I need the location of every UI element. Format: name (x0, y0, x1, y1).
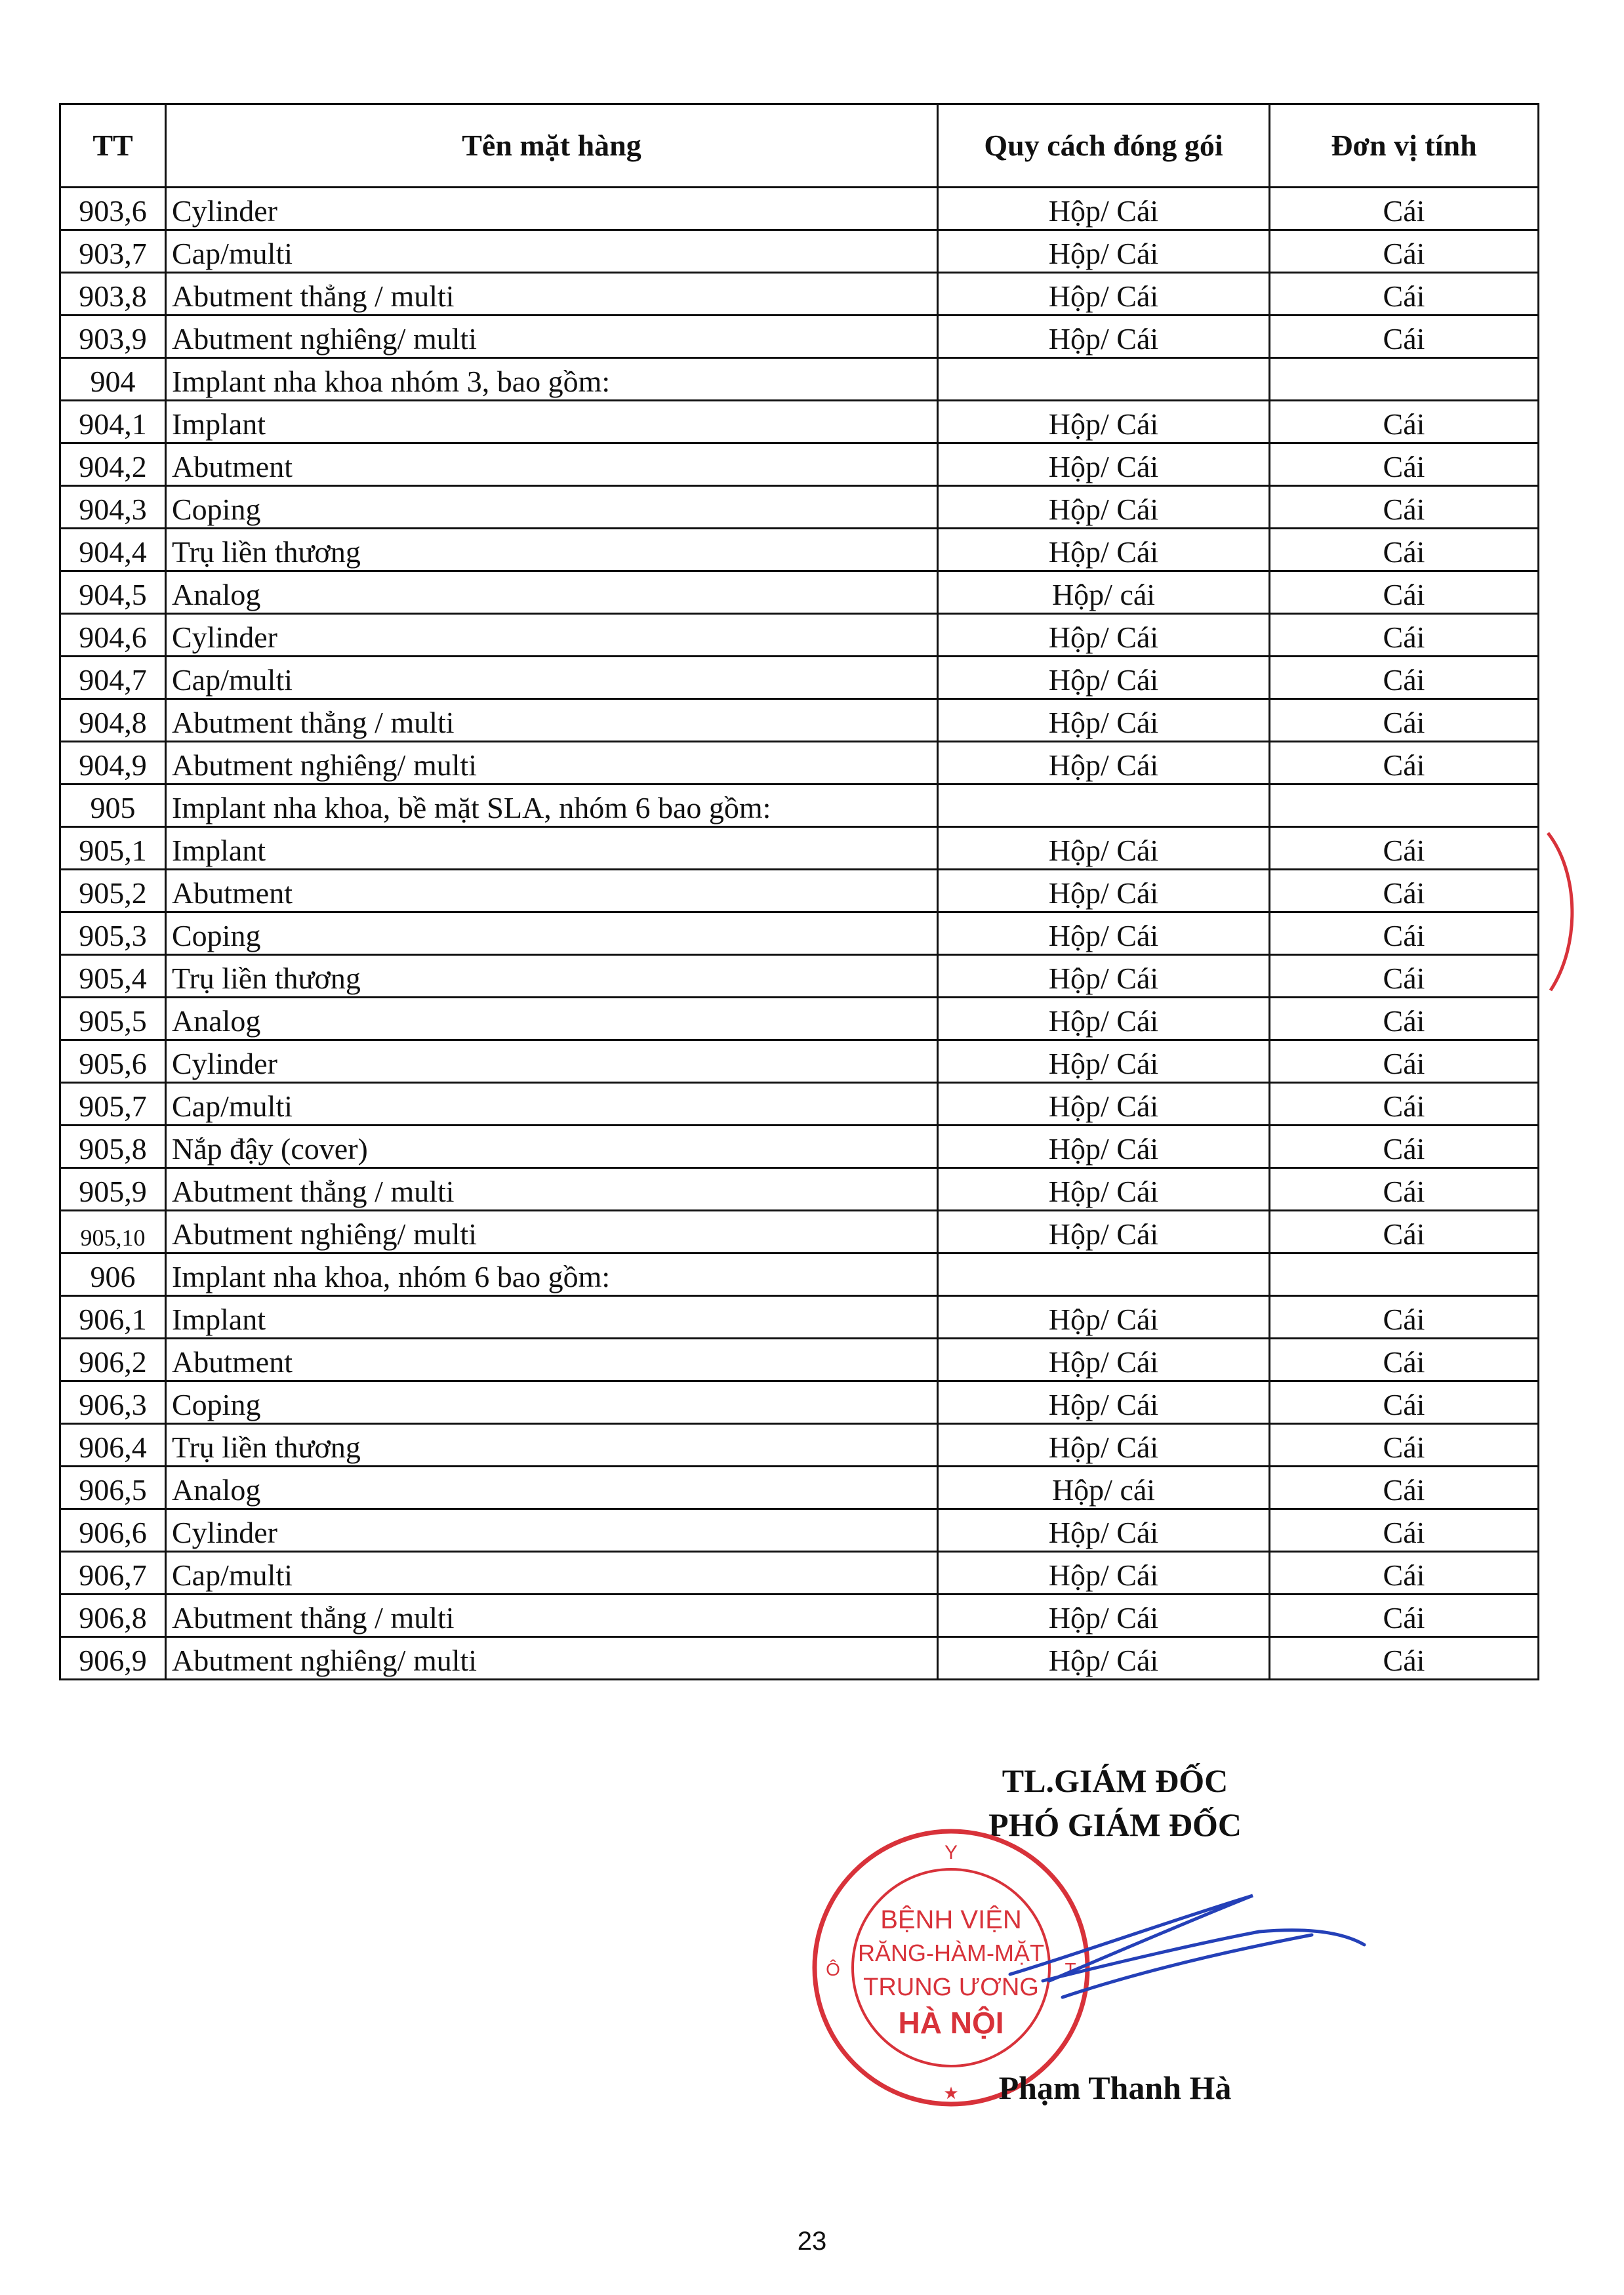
table-row (60, 1126, 1539, 1168)
row-tt: 906,7 (60, 1552, 166, 1594)
row-tt: 904,1 (60, 401, 166, 443)
row-unit: Cái (1270, 827, 1539, 870)
row-packaging: Hộp/ Cái (938, 1339, 1270, 1381)
row-unit (1270, 784, 1539, 827)
row-packaging: Hộp/ Cái (938, 1040, 1270, 1083)
table-row (60, 1424, 1539, 1467)
row-tt: 905,2 (60, 870, 166, 912)
table-row (60, 657, 1539, 699)
row-unit: Cái (1270, 998, 1539, 1040)
row-packaging: Hộp/ Cái (938, 273, 1270, 315)
row-unit: Cái (1270, 571, 1539, 614)
row-unit (1270, 358, 1539, 401)
signature-title: TL.GIÁM ĐỐC (1002, 1762, 1228, 1799)
row-unit: Cái (1270, 657, 1539, 699)
row-unit (1270, 1253, 1539, 1296)
row-item-name: Abutment (166, 870, 938, 912)
row-unit: Cái (1270, 1509, 1539, 1552)
signer-name: Phạm Thanh Hà (998, 2069, 1232, 2106)
row-item-name: Analog (166, 1467, 938, 1509)
row-unit: Cái (1270, 1211, 1539, 1253)
row-packaging: Hộp/ cái (938, 1467, 1270, 1509)
row-packaging: Hộp/ Cái (938, 529, 1270, 571)
table-row (60, 1083, 1539, 1126)
row-unit: Cái (1270, 1040, 1539, 1083)
row-tt: 906,1 (60, 1296, 166, 1339)
table-row (60, 784, 1539, 827)
row-tt: 903,6 (60, 188, 166, 230)
row-unit: Cái (1270, 955, 1539, 998)
row-item-name: Abutment nghiêng/ multi (166, 1637, 938, 1680)
row-tt: 905 (60, 784, 166, 827)
row-item-name: Trụ liền thương (166, 955, 938, 998)
row-unit: Cái (1270, 1467, 1539, 1509)
table-row (60, 912, 1539, 955)
table-row (60, 401, 1539, 443)
header-unit: Đơn vị tính (1270, 104, 1539, 188)
row-item-name: Abutment (166, 443, 938, 486)
table-row (60, 742, 1539, 784)
row-packaging: Hộp/ Cái (938, 1083, 1270, 1126)
row-packaging: Hộp/ Cái (938, 230, 1270, 273)
row-item-name: Implant (166, 401, 938, 443)
row-packaging: Hộp/ Cái (938, 998, 1270, 1040)
row-unit: Cái (1270, 1296, 1539, 1339)
row-packaging: Hộp/ Cái (938, 1296, 1270, 1339)
row-tt: 906,4 (60, 1424, 166, 1467)
row-item-name: Trụ liền thương (166, 529, 938, 571)
row-packaging: Hộp/ Cái (938, 827, 1270, 870)
row-item-name: Implant nha khoa, nhóm 6 bao gồm: (166, 1253, 938, 1296)
row-item-name: Abutment nghiêng/ multi (166, 315, 938, 358)
row-item-name: Abutment thẳng / multi (166, 1594, 938, 1637)
row-packaging: Hộp/ Cái (938, 188, 1270, 230)
row-unit: Cái (1270, 1168, 1539, 1211)
row-tt: 904,7 (60, 657, 166, 699)
row-unit: Cái (1270, 1126, 1539, 1168)
row-item-name: Abutment thẳng / multi (166, 273, 938, 315)
row-item-name: Abutment thẳng / multi (166, 1168, 938, 1211)
table-row (60, 1594, 1539, 1637)
row-tt: 906,2 (60, 1339, 166, 1381)
row-tt: 904,8 (60, 699, 166, 742)
row-packaging: Hộp/ cái (938, 571, 1270, 614)
row-unit: Cái (1270, 1381, 1539, 1424)
row-tt: 904,4 (60, 529, 166, 571)
row-item-name: Coping (166, 912, 938, 955)
row-item-name: Cylinder (166, 1040, 938, 1083)
row-tt: 903,7 (60, 230, 166, 273)
row-unit: Cái (1270, 315, 1539, 358)
row-packaging: Hộp/ Cái (938, 1211, 1270, 1253)
row-packaging: Hộp/ Cái (938, 1381, 1270, 1424)
svg-text:★: ★ (943, 2083, 959, 2103)
row-packaging: Hộp/ Cái (938, 486, 1270, 529)
handwritten-signature (971, 1882, 1377, 2014)
row-unit: Cái (1270, 1552, 1539, 1594)
table-row (60, 870, 1539, 912)
row-unit: Cái (1270, 699, 1539, 742)
row-unit: Cái (1270, 230, 1539, 273)
svg-text:Y: Y (944, 1842, 958, 1863)
row-unit: Cái (1270, 1339, 1539, 1381)
row-unit: Cái (1270, 273, 1539, 315)
row-tt: 905,6 (60, 1040, 166, 1083)
svg-text:T: T (1065, 1959, 1076, 1980)
row-tt: 904,9 (60, 742, 166, 784)
row-packaging: Hộp/ Cái (938, 912, 1270, 955)
table-row (60, 273, 1539, 315)
row-item-name: Trụ liền thương (166, 1424, 938, 1467)
row-unit: Cái (1270, 742, 1539, 784)
row-packaging: Hộp/ Cái (938, 955, 1270, 998)
svg-text:RĂNG-HÀM-MẶT: RĂNG-HÀM-MẶT (858, 1940, 1044, 1966)
row-unit: Cái (1270, 912, 1539, 955)
table-row (60, 529, 1539, 571)
row-tt: 906,5 (60, 1467, 166, 1509)
row-packaging: Hộp/ Cái (938, 1168, 1270, 1211)
row-item-name: Coping (166, 486, 938, 529)
table-row (60, 1381, 1539, 1424)
row-item-name: Analog (166, 571, 938, 614)
row-unit: Cái (1270, 614, 1539, 657)
row-unit: Cái (1270, 401, 1539, 443)
row-unit: Cái (1270, 529, 1539, 571)
row-tt: 905,7 (60, 1083, 166, 1126)
row-item-name: Nắp đậy (cover) (166, 1126, 938, 1168)
table-row (60, 1552, 1539, 1594)
header-packaging: Quy cách đóng gói (938, 104, 1270, 188)
row-packaging: Hộp/ Cái (938, 1509, 1270, 1552)
row-unit: Cái (1270, 1594, 1539, 1637)
row-tt: 904,2 (60, 443, 166, 486)
row-item-name: Abutment (166, 1339, 938, 1381)
row-packaging: Hộp/ Cái (938, 1594, 1270, 1637)
table-row (60, 1467, 1539, 1509)
row-tt: 905,3 (60, 912, 166, 955)
row-tt: 906 (60, 1253, 166, 1296)
row-packaging (938, 358, 1270, 401)
row-unit: Cái (1270, 443, 1539, 486)
table-row (60, 358, 1539, 401)
row-item-name: Abutment nghiêng/ multi (166, 1211, 938, 1253)
row-tt: 904,5 (60, 571, 166, 614)
header-tt: TT (60, 104, 166, 188)
row-unit: Cái (1270, 188, 1539, 230)
table-row (60, 1168, 1539, 1211)
row-item-name: Analog (166, 998, 938, 1040)
row-item-name: Cap/multi (166, 230, 938, 273)
row-tt: 903,9 (60, 315, 166, 358)
row-tt: 905,5 (60, 998, 166, 1040)
table-row (60, 827, 1539, 870)
row-packaging: Hộp/ Cái (938, 699, 1270, 742)
row-unit: Cái (1270, 870, 1539, 912)
row-tt: 905,1 (60, 827, 166, 870)
row-item-name: Implant (166, 827, 938, 870)
row-packaging (938, 784, 1270, 827)
table-row (60, 998, 1539, 1040)
row-unit: Cái (1270, 486, 1539, 529)
row-item-name: Cap/multi (166, 1552, 938, 1594)
row-tt: 906,8 (60, 1594, 166, 1637)
table-row (60, 1296, 1539, 1339)
page-number: 23 (797, 2227, 827, 2256)
header-item-name: Tên mặt hàng (166, 104, 938, 188)
row-tt: 905,4 (60, 955, 166, 998)
row-tt: 906,9 (60, 1637, 166, 1680)
row-packaging: Hộp/ Cái (938, 870, 1270, 912)
row-item-name: Cylinder (166, 1509, 938, 1552)
table-row (60, 699, 1539, 742)
row-unit: Cái (1270, 1424, 1539, 1467)
row-tt: 906,3 (60, 1381, 166, 1424)
row-packaging: Hộp/ Cái (938, 443, 1270, 486)
row-tt: 903,8 (60, 273, 166, 315)
table-row (60, 188, 1539, 230)
row-item-name: Coping (166, 1381, 938, 1424)
row-item-name: Implant nha khoa nhóm 3, bao gồm: (166, 358, 938, 401)
row-item-name: Cap/multi (166, 657, 938, 699)
row-packaging: Hộp/ Cái (938, 614, 1270, 657)
table-row (60, 955, 1539, 998)
table-row (60, 230, 1539, 273)
row-item-name: Cap/multi (166, 1083, 938, 1126)
table-row (60, 1339, 1539, 1381)
table-body (60, 188, 1539, 1680)
svg-text:HÀ NỘI: HÀ NỘI (898, 2006, 1004, 2040)
row-packaging: Hộp/ Cái (938, 1126, 1270, 1168)
row-tt: 905,8 (60, 1126, 166, 1168)
svg-text:BỆNH VIỆN: BỆNH VIỆN (880, 1905, 1022, 1934)
row-tt: 905,10 (60, 1211, 166, 1253)
table-row (60, 315, 1539, 358)
table-row (60, 571, 1539, 614)
row-packaging: Hộp/ Cái (938, 742, 1270, 784)
row-item-name: Abutment nghiêng/ multi (166, 742, 938, 784)
table-row (60, 1637, 1539, 1680)
table-row (60, 1040, 1539, 1083)
table-row (60, 443, 1539, 486)
row-item-name: Cylinder (166, 188, 938, 230)
row-unit: Cái (1270, 1637, 1539, 1680)
row-packaging: Hộp/ Cái (938, 1637, 1270, 1680)
row-packaging: Hộp/ Cái (938, 315, 1270, 358)
row-unit: Cái (1270, 1083, 1539, 1126)
row-packaging: Hộp/ Cái (938, 657, 1270, 699)
row-tt: 904 (60, 358, 166, 401)
table-row (60, 486, 1539, 529)
row-packaging: Hộp/ Cái (938, 1424, 1270, 1467)
row-packaging: Hộp/ Cái (938, 401, 1270, 443)
row-packaging: Hộp/ Cái (938, 1552, 1270, 1594)
row-item-name: Implant nha khoa, bề mặt SLA, nhóm 6 bao gồm: (166, 784, 938, 827)
row-packaging (938, 1253, 1270, 1296)
table-header-row (60, 104, 1539, 188)
row-item-name: Abutment thẳng / multi (166, 699, 938, 742)
table-row (60, 614, 1539, 657)
row-tt: 904,3 (60, 486, 166, 529)
row-tt: 906,6 (60, 1509, 166, 1552)
table-row (60, 1211, 1539, 1253)
row-item-name: Implant (166, 1296, 938, 1339)
svg-text:TRUNG ƯƠNG: TRUNG ƯƠNG (863, 1974, 1039, 2001)
signature-subtitle: PHÓ GIÁM ĐỐC (988, 1806, 1242, 1843)
row-item-name: Cylinder (166, 614, 938, 657)
row-tt: 905,9 (60, 1168, 166, 1211)
items-table (59, 103, 1539, 1680)
row-tt: 904,6 (60, 614, 166, 657)
svg-text:Ô: Ô (826, 1959, 840, 1980)
stamp-edge-mark (1543, 826, 1582, 997)
table-row (60, 1253, 1539, 1296)
table-row (60, 1509, 1539, 1552)
